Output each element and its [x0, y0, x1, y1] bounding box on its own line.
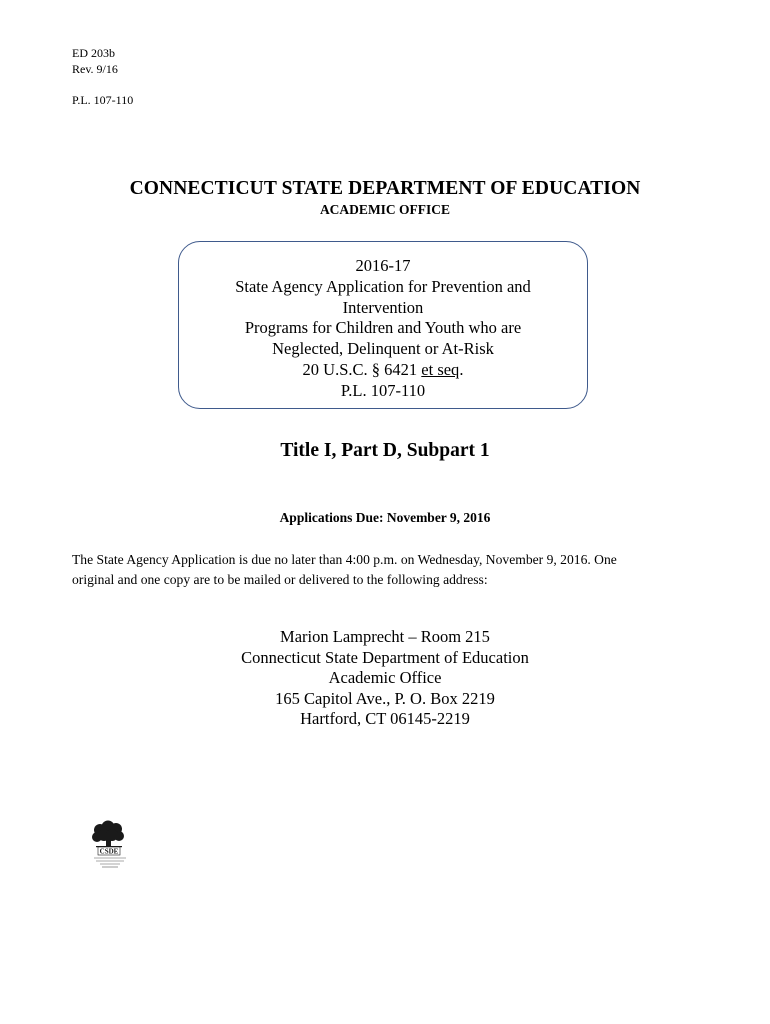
box-public-law: P.L. 107-110	[340, 380, 426, 400]
box-citation	[179, 360, 587, 381]
header-public-law: P.L. 107-110	[72, 93, 134, 107]
instructions-paragraph	[72, 550, 712, 589]
instructions-line-1: The State Agency Application is due no later than 4:00 p.m. on Wednesday, November 9, 2016. One	[72, 552, 617, 567]
office-name: ACADEMIC OFFICE	[319, 202, 451, 217]
box-line-4: Neglected, Delinquent or At-Risk	[272, 339, 494, 359]
box-year: 2016-17	[355, 256, 411, 275]
citation-suffix: .	[459, 359, 464, 379]
box-line-1: State Agency Application for Prevention and	[235, 276, 531, 296]
logo-text: CSDE	[99, 847, 119, 856]
mailing-address	[0, 627, 770, 730]
due-date-heading: Applications Due: November 9, 2016	[279, 510, 491, 525]
csde-oak-tree-logo-icon	[88, 820, 132, 870]
revision-date: Rev. 9/16	[72, 62, 118, 76]
box-line-2: Intervention	[342, 297, 424, 317]
department-title: CONNECTICUT STATE DEPARTMENT OF EDUCATION	[129, 178, 641, 199]
citation-et-seq: et seq	[421, 359, 460, 379]
address-line-3: Academic Office	[328, 668, 442, 688]
address-line-2: Connecticut State Department of Education	[241, 647, 529, 667]
instructions-line-2: original and one copy are to be mailed or delivered to the following address:	[72, 571, 488, 587]
application-title-box	[178, 241, 588, 409]
box-line-3: Programs for Children and Youth who are	[244, 318, 522, 338]
address-line-1: Marion Lamprecht – Room 215	[280, 627, 490, 646]
subpart-title: Title I, Part D, Subpart 1	[280, 440, 490, 461]
address-line-5: Hartford, CT 06145-2219	[300, 709, 470, 729]
form-number: ED 203b	[72, 46, 115, 60]
address-line-4: 165 Capitol Ave., P. O. Box 2219	[275, 688, 495, 708]
citation-prefix: 20 U.S.C. § 6421	[302, 359, 422, 379]
